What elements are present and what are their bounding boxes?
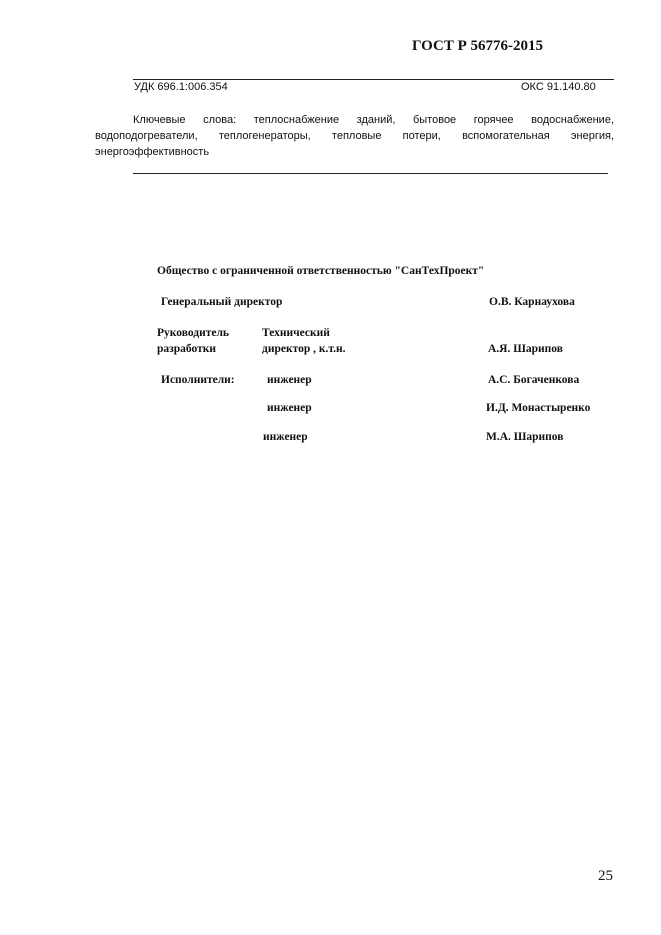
performers-label: Исполнители: <box>161 374 235 386</box>
performer-position: инженер <box>263 431 308 443</box>
general-director-role: Генеральный директор <box>161 296 283 308</box>
lead-position-line1: Технический <box>262 327 330 339</box>
lead-position-line2: директор , к.т.н. <box>262 343 346 355</box>
general-director-name: О.В. Карнаухова <box>489 296 575 308</box>
lead-role-line2: разработки <box>157 343 217 355</box>
performer-position: инженер <box>267 374 312 386</box>
keywords-paragraph: Ключевые слова: теплоснабжение зданий, бытовое горячее водоснабжение, водоподогреватели, теплогенераторы, тепловые потери, вспомогательная энергия, энергоэффективность <box>95 114 614 158</box>
performer-position: инженер <box>267 402 312 414</box>
organization-title: Общество с ограниченной ответственностью "СанТехПроект" <box>157 265 485 277</box>
oks-code: ОКС 91.140.80 <box>521 81 596 93</box>
performer-name: А.С. Богаченкова <box>488 374 580 386</box>
page-number: 25 <box>598 868 613 884</box>
performer-name: И.Д. Монастыренко <box>486 402 591 414</box>
lead-name: А.Я. Шарипов <box>488 343 563 355</box>
top-divider <box>133 79 614 80</box>
lead-role-line1: Руководитель <box>157 327 229 339</box>
bottom-divider <box>133 173 608 174</box>
performer-name: М.А. Шарипов <box>486 431 564 443</box>
udk-code: УДК 696.1:006.354 <box>134 81 228 93</box>
standard-header: ГОСТ Р 56776-2015 <box>412 38 544 54</box>
